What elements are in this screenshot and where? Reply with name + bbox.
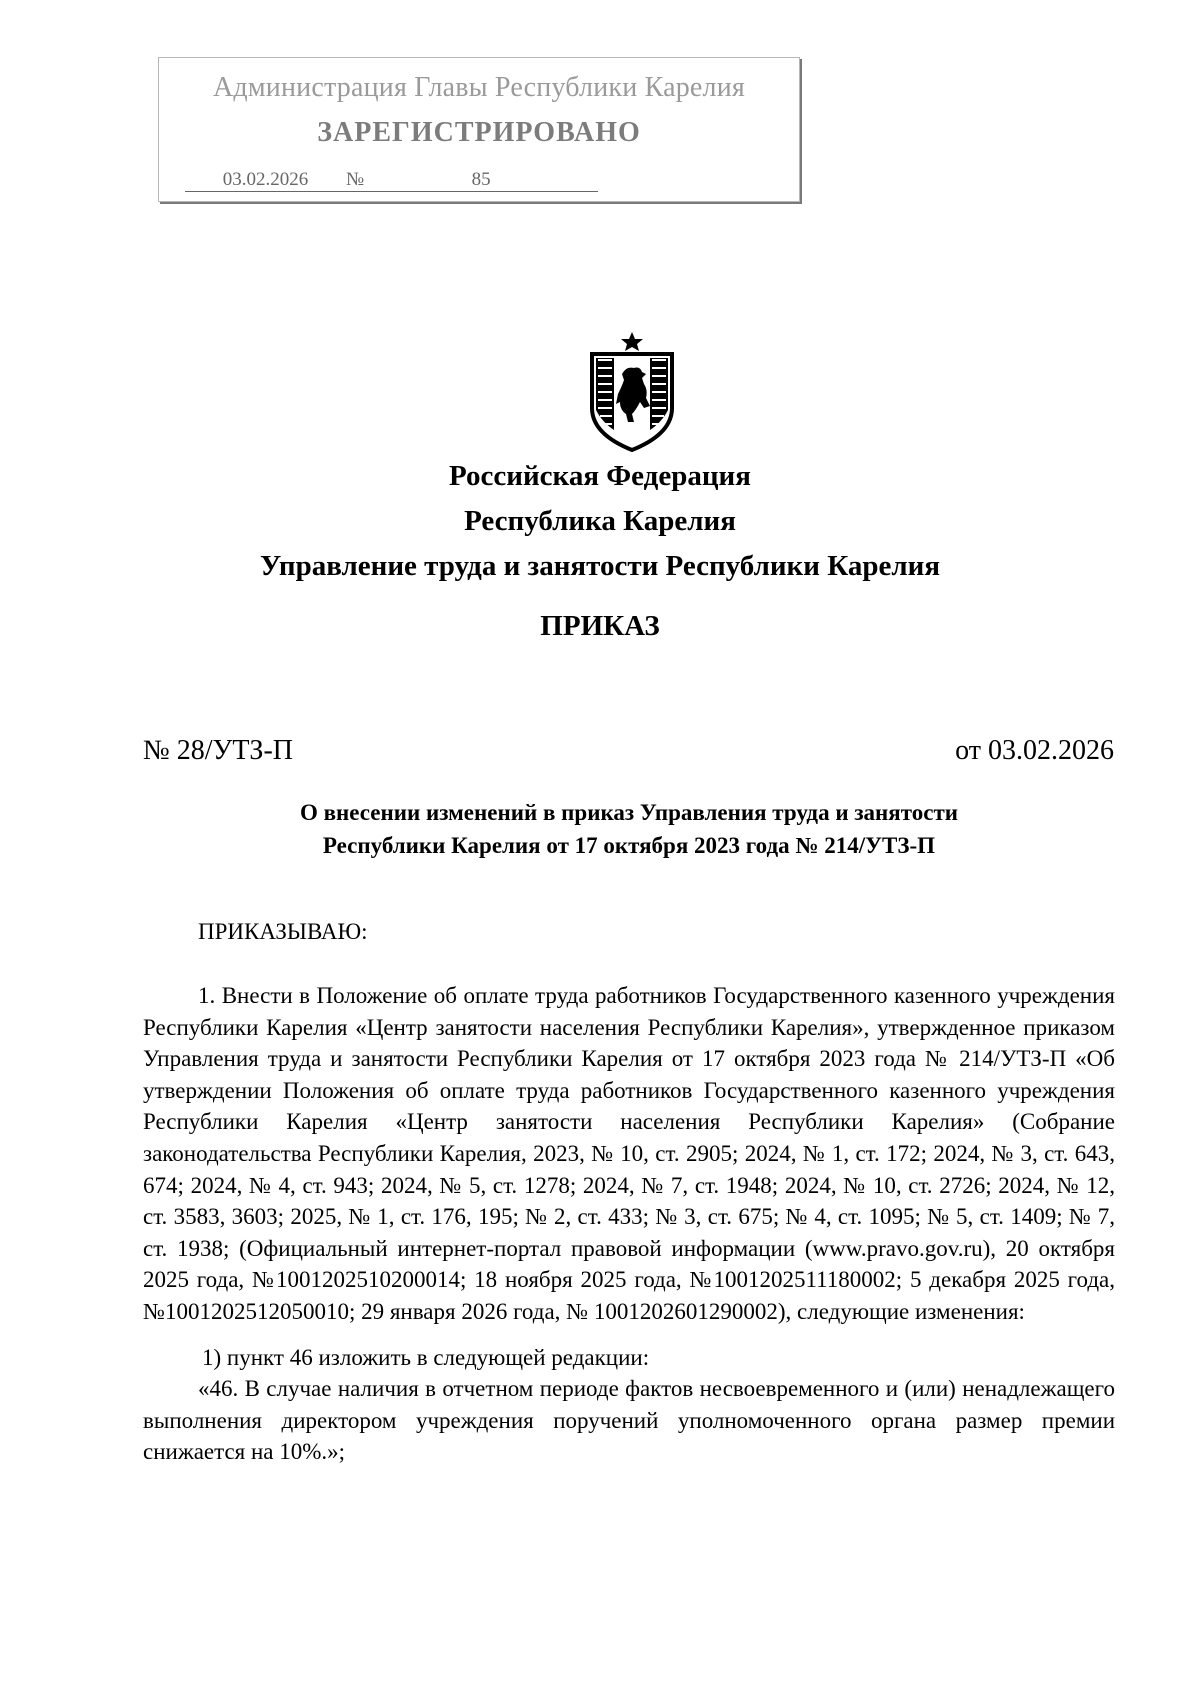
document-title-line1: О внесении изменений в приказ Управления труда и занятости [299,800,959,825]
document-title-line2: Республики Карелия от 17 октября 2023 года № 214/УТЗ-П [322,833,936,858]
stamp-registration-line [185,169,598,192]
document-type: ПРИКАЗ [540,610,660,642]
document-body [143,980,1115,1468]
stamp-status: ЗАРЕГИСТРИРОВАНО [317,117,641,148]
stamp-number-label: № [346,169,365,190]
stamp-organization: Администрация Главы Республики Карелия [213,72,745,103]
header-department: Управление труда и занятости Республики Карелия [259,550,941,582]
quoted-text: «46. В случае наличия в отчетном периоде фактов несвоевременного и (или) ненадлежащего выполнения директором учреждения поручений уполномоченного органа размер премии снижается на 10%.»; [143,1376,1115,1465]
registration-stamp [158,57,800,202]
order-number: № 28/УТЗ-П [143,735,293,766]
header-federation: Российская Федерация [449,460,751,492]
header-republic: Республика Карелия [464,505,736,537]
order-date: от 03.02.2026 [955,735,1114,766]
decree-heading: ПРИКАЗЫВАЮ: [198,919,368,944]
subitem-1: 1) пункт 46 изложить в следующей редакции: [202,1344,650,1370]
paragraph-1: 1. Внести в Положение об оплате труда работников Государственного казенного учреждения Республики Карелия «Центр занятости населения Республики Карелия», утвержденное приказом Управления труда и занятости Республики Карелия от 17 октября 2023 года № 214/УТЗ-П «Об утверждении Положения об оплате труда работников Государственного казенного учреждения Республики Карелия «Центр занятости населения Республики Карелия» (Собрание законодательства Республики Карелия, 2023, № 10, ст. 2905; 2024, № 1, ст. 172; 2024, № 3, ст. 643, 674; 2024, № 4, ст. 943; 2024, № 5, ст. 1278; 2024, № 7, ст. 1948; 2024, № 10, ст. 2726; 2024, № 12, ст. 3583, 3603; 2025, № 1, ст. 176, 195; № 2, ст. 433; № 3, ст. 675; № 4, ст. 1095; № 5, ст. 1409; № 7, ст. 1938; (Официальный интернет-портал правовой информации (www.pravo.gov.ru), 20 октября 2025 года, №1001202510200014; 18 ноября 2025 года, №1001202511180002; 5 декабря 2025 года, №1001202512050010; 29 января 2026 года, № 1001202601290002), следующие изменения: [143,983,1115,1324]
stamp-date: 03.02.2026 [185,169,346,192]
karelia-coat-of-arms-icon [586,330,678,452]
stamp-number: 85 [364,169,598,192]
